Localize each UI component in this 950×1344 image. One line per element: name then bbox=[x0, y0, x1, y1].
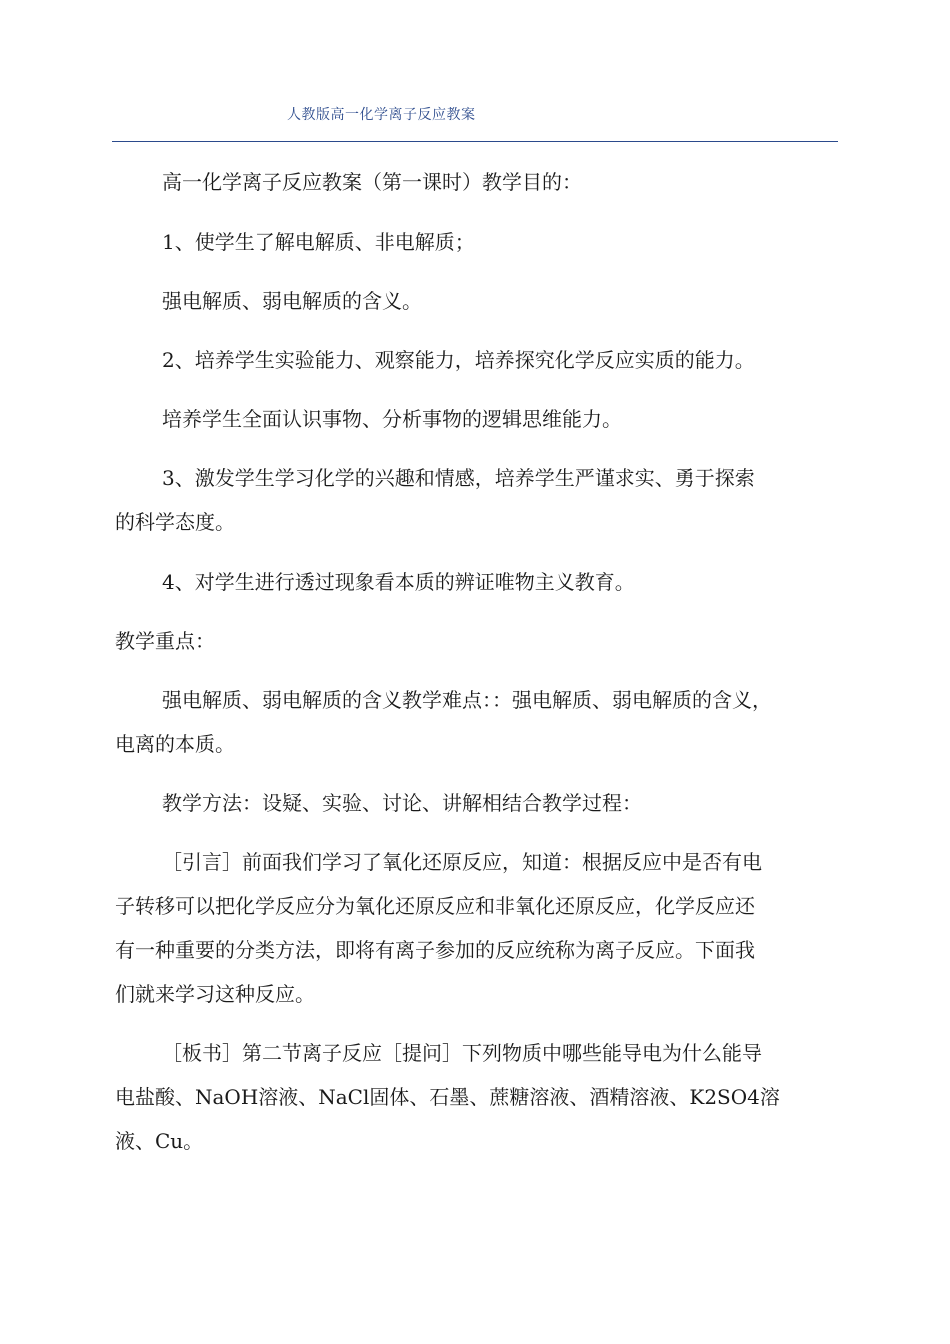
text-line: 2、培养学生实验能力、观察能力，培养探究化学反应实质的能力。 bbox=[162, 348, 755, 372]
text-line: 4、对学生进行透过现象看本质的辨证唯物主义教育。 bbox=[162, 570, 635, 594]
text-line: 培养学生全面认识事物、分析事物的逻辑思维能力。 bbox=[162, 407, 622, 431]
header-title: 人教版高一化学离子反应教案 bbox=[287, 107, 476, 123]
text-line: 3、激发学生学习化学的兴趣和情感，培养学生严谨求实、勇于探索 bbox=[162, 466, 755, 490]
text-line: 教学方法：设疑、实验、讨论、讲解相结合教学过程： bbox=[162, 791, 642, 815]
text-line: ［引言］前面我们学习了氧化还原反应，知道：根据反应中是否有电 bbox=[162, 850, 762, 874]
header-divider bbox=[112, 141, 838, 142]
text-line: 1、使学生了解电解质、非电解质； bbox=[162, 230, 475, 254]
text-line: 液、Cu。 bbox=[115, 1129, 204, 1153]
text-line: 的科学态度。 bbox=[115, 510, 235, 534]
text-line: 强电解质、弱电解质的含义。 bbox=[162, 289, 422, 313]
text-line: 电盐酸、NaOH溶液、NaCl固体、石墨、蔗糖溶液、酒精溶液、K2SO4溶 bbox=[115, 1085, 780, 1109]
text-line: 有一种重要的分类方法，即将有离子参加的反应统称为离子反应。下面我 bbox=[115, 938, 755, 962]
text-line: 子转移可以把化学反应分为氧化还原反应和非氧化还原反应，化学反应还 bbox=[115, 894, 755, 918]
text-line: 高一化学离子反应教案（第一课时）教学目的： bbox=[162, 170, 582, 194]
text-line: 们就来学习这种反应。 bbox=[115, 982, 315, 1006]
text-line: ［板书］第二节离子反应［提问］下列物质中哪些能导电为什么能导 bbox=[162, 1041, 762, 1065]
text-line: 电离的本质。 bbox=[115, 732, 235, 756]
text-line: 教学重点： bbox=[115, 629, 215, 653]
text-line: 强电解质、弱电解质的含义教学难点：：强电解质、弱电解质的含义， bbox=[162, 688, 772, 712]
